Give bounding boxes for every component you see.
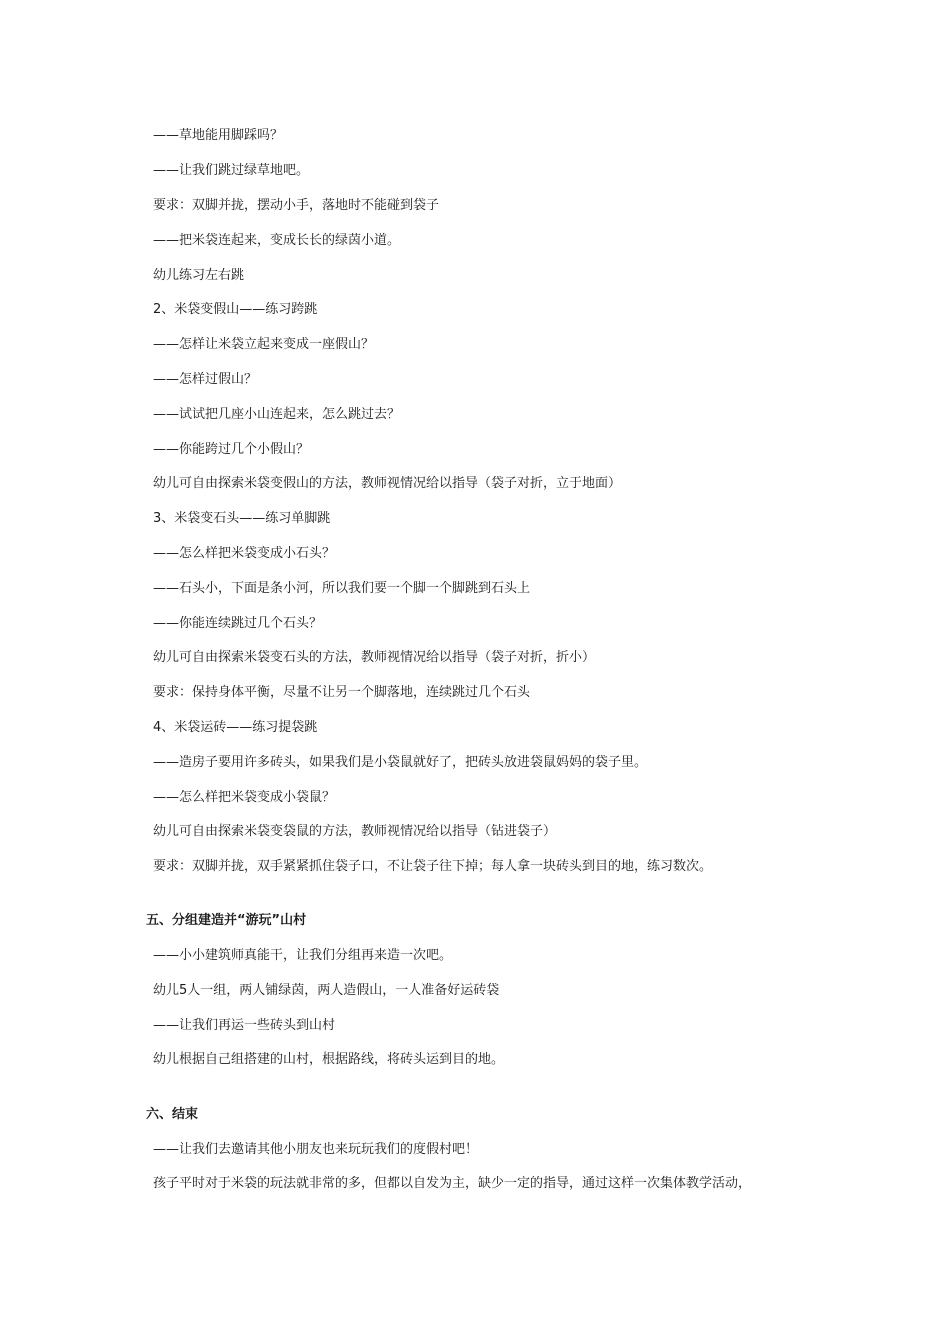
text-line: ——怎么样把米袋变成小袋鼠？ — [153, 790, 336, 805]
text-line: ——怎样让米袋立起来变成一座假山？ — [153, 337, 375, 352]
step-title: 3、米袋变石头——练习单脚跳 — [153, 511, 331, 526]
section-heading: 五、分组建造并“游玩”山村 — [146, 913, 307, 928]
text-line: ——小小建筑师真能干，让我们分组再来造一次吧。 — [153, 948, 453, 963]
text-line: 要求：保持身体平衡，尽量不让另一个脚落地，连续跳过几个石头 — [153, 685, 531, 700]
section-heading: 六、结束 — [146, 1107, 199, 1122]
text-line: 幼儿5人一组，两人铺绿茵，两人造假山，一人准备好运砖袋 — [153, 983, 500, 998]
text-line: ——让我们跳过绿草地吧。 — [153, 163, 310, 178]
text-line: 幼儿可自由探索米袋变袋鼠的方法，教师视情况给以指导（钻进袋子） — [153, 824, 557, 839]
text-line: ——你能连续跳过几个石头？ — [153, 616, 323, 631]
text-line: 要求：双脚并拢，摆动小手，落地时不能碰到袋子 — [153, 198, 440, 213]
text-line: ——怎样过假山？ — [153, 372, 258, 387]
text-line: 幼儿可自由探索米袋变假山的方法，教师视情况给以指导（袋子对折，立于地面） — [153, 476, 622, 491]
text-line: ——造房子要用许多砖头，如果我们是小袋鼠就好了，把砖头放进袋鼠妈妈的袋子里。 — [153, 755, 648, 770]
text-line: ——石头小，下面是条小河，所以我们要一个脚一个脚跳到石头上 — [153, 581, 531, 596]
text-line: ——试试把几座小山连起来，怎么跳过去？ — [153, 407, 401, 422]
step-title: 4、米袋运砖——练习提袋跳 — [153, 720, 318, 735]
text-line: ——你能跨过几个小假山？ — [153, 442, 310, 457]
text-line: ——让我们再运一些砖头到山村 — [153, 1018, 336, 1033]
text-line: 幼儿可自由探索米袋变石头的方法，教师视情况给以指导（袋子对折，折小） — [153, 650, 596, 665]
text-line: 要求：双脚并拢，双手紧紧抓住袋子口，不让袋子往下掉；每人拿一块砖头到目的地，练习数次。 — [153, 859, 713, 874]
text-line: 幼儿练习左右跳 — [153, 268, 245, 283]
text-line: ——把米袋连起来，变成长长的绿茵小道。 — [153, 233, 401, 248]
step-title: 2、米袋变假山——练习跨跳 — [153, 302, 318, 317]
text-line: ——怎么样把米袋变成小石头？ — [153, 546, 336, 561]
text-line: 幼儿根据自己组搭建的山村，根据路线，将砖头运到目的地。 — [153, 1052, 505, 1067]
text-line: ——让我们去邀请其他小朋友也来玩玩我们的度假村吧！ — [153, 1142, 479, 1157]
text-line: ——草地能用脚踩吗？ — [153, 128, 284, 143]
text-line: 孩子平时对于米袋的玩法就非常的多，但都以自发为主，缺少一定的指导，通过这样一次集体教学活动， — [153, 1176, 752, 1191]
